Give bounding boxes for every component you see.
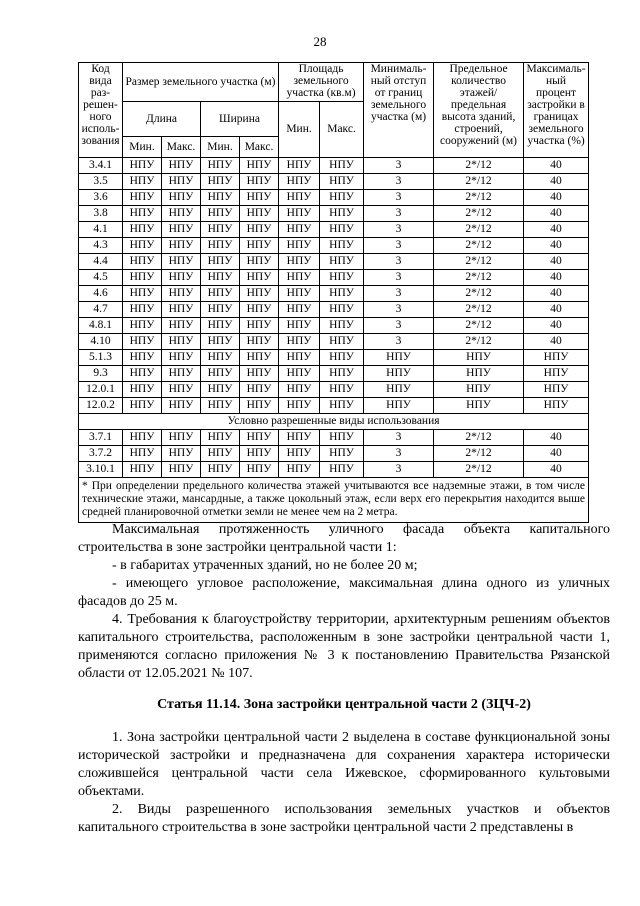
table-cell: НПУ: [320, 158, 364, 174]
table-cell: НПУ: [123, 350, 162, 366]
table-cell: НПУ: [320, 446, 364, 462]
table-cell: НПУ: [123, 430, 162, 446]
table-cell: НПУ: [123, 286, 162, 302]
table-cell: НПУ: [201, 302, 240, 318]
table-cell: НПУ: [201, 222, 240, 238]
table-cell: НПУ: [279, 190, 320, 206]
paragraph-zone-description: 1. Зона застройки центральной части 2 выделена в составе функциональной зоны исторической застройки и предназначена для сохранения характера исторически сложившейся центральной части села Ижевское, сформированного культовыми объектами.: [78, 730, 610, 799]
table-cell: НПУ: [162, 174, 201, 190]
article-text: [78, 729, 610, 837]
table-cell: НПУ: [240, 382, 279, 398]
table-cell: НПУ: [123, 222, 162, 238]
table-cell: НПУ: [201, 286, 240, 302]
table-cell: НПУ: [162, 254, 201, 270]
table-cell: НПУ: [279, 302, 320, 318]
table-cell: НПУ: [240, 286, 279, 302]
table-row: [79, 302, 589, 318]
table-cell: НПУ: [320, 366, 364, 382]
table-cell: 3: [364, 270, 434, 286]
table-row: [79, 318, 589, 334]
table-cell: НПУ: [201, 190, 240, 206]
table-cell: НПУ: [320, 430, 364, 446]
table-cell: 40: [524, 430, 589, 446]
table-cell: НПУ: [162, 430, 201, 446]
table-cell: НПУ: [320, 302, 364, 318]
table-cell: НПУ: [162, 350, 201, 366]
table-cell: НПУ: [123, 318, 162, 334]
table-row: [79, 222, 589, 238]
table-cell: НПУ: [201, 174, 240, 190]
table-cell: НПУ: [320, 222, 364, 238]
table-cell: 12.0.1: [79, 382, 123, 398]
table-cell: 4.6: [79, 286, 123, 302]
table-row: [79, 238, 589, 254]
table-cell: НПУ: [201, 334, 240, 350]
table-cell: НПУ: [162, 334, 201, 350]
table-cell: НПУ: [162, 158, 201, 174]
table-cell: 3: [364, 334, 434, 350]
table-cell: НПУ: [240, 158, 279, 174]
table-cell: НПУ: [162, 190, 201, 206]
table-row: [79, 350, 589, 366]
table-cell: НПУ: [320, 238, 364, 254]
table-cell: НПУ: [201, 366, 240, 382]
table-cell: НПУ: [364, 350, 434, 366]
table-row: [79, 334, 589, 350]
table-cell: НПУ: [279, 350, 320, 366]
header-width-max: Макс.: [240, 137, 279, 158]
table-cell: НПУ: [240, 270, 279, 286]
table-cell: НПУ: [279, 446, 320, 462]
table-cell: НПУ: [201, 350, 240, 366]
table-cell: 40: [524, 462, 589, 478]
table-row: [79, 174, 589, 190]
table-cell: 40: [524, 334, 589, 350]
table-cell: 2*/12: [434, 302, 524, 318]
table-cell: 3: [364, 174, 434, 190]
header-length-max: Макс.: [162, 137, 201, 158]
table-cell: 3: [364, 430, 434, 446]
table-cell: 2*/12: [434, 270, 524, 286]
table-cell: НПУ: [434, 398, 524, 414]
header-size: Размер земельного участка (м): [123, 63, 279, 102]
table-cell: НПУ: [279, 334, 320, 350]
table-cell: НПУ: [320, 398, 364, 414]
table-cell: НПУ: [162, 238, 201, 254]
table-cell: НПУ: [240, 206, 279, 222]
table-cell: 40: [524, 190, 589, 206]
table-row: [79, 398, 589, 414]
conditional-section-label: Условно разрешенные виды использования: [79, 414, 589, 430]
paragraph-requirements: 4. Требования к благоустройству территории, архитектурным решениям объектов капитального строительства, расположенным в зоне застройки центральной части 1, применяются согласно приложения № 3 к постановлению Правительства Рязанской области от 12.05.2021 № 107.: [78, 612, 610, 681]
table-cell: НПУ: [123, 238, 162, 254]
table-cell: НПУ: [201, 398, 240, 414]
table-cell: 3.5: [79, 174, 123, 190]
table-cell: НПУ: [240, 302, 279, 318]
table-cell: 2*/12: [434, 222, 524, 238]
table-cell: 2*/12: [434, 318, 524, 334]
header-floors: Предельное количество этажей/ предельная высота зданий, строений, сооружений (м): [434, 63, 524, 158]
table-cell: НПУ: [279, 430, 320, 446]
table-cell: НПУ: [279, 270, 320, 286]
table-cell: 2*/12: [434, 430, 524, 446]
table-cell: 3.8: [79, 206, 123, 222]
table-cell: 3: [364, 222, 434, 238]
table-cell: НПУ: [279, 222, 320, 238]
table-cell: 3: [364, 286, 434, 302]
table-cell: 3.7.2: [79, 446, 123, 462]
table-cell: НПУ: [123, 190, 162, 206]
header-area-max: Макс.: [320, 102, 364, 158]
bullet-corner: - имеющего угловое расположение, максимальная длина одного из уличных фасадов до 25 м.: [78, 576, 610, 609]
table-cell: 2*/12: [434, 254, 524, 270]
table-cell: НПУ: [123, 206, 162, 222]
table-cell: НПУ: [162, 318, 201, 334]
article-heading: Статья 11.14. Зона застройки центральной части 2 (ЗЦЧ-2): [157, 697, 531, 712]
table-cell: НПУ: [123, 158, 162, 174]
header-length-min: Мин.: [123, 137, 162, 158]
table-cell: 3: [364, 446, 434, 462]
table-cell: 2*/12: [434, 334, 524, 350]
table-cell: НПУ: [434, 366, 524, 382]
table-cell: 2*/12: [434, 190, 524, 206]
table-cell: НПУ: [279, 382, 320, 398]
table-cell: 2*/12: [434, 286, 524, 302]
table-row: [79, 254, 589, 270]
table-cell: 3.6: [79, 190, 123, 206]
table-cell: НПУ: [320, 206, 364, 222]
table-cell: НПУ: [240, 334, 279, 350]
table-cell: НПУ: [279, 462, 320, 478]
header-code: Код вида раз-решен-ного исполь-зования: [79, 63, 123, 158]
table-cell: 9.3: [79, 366, 123, 382]
page-number: 28: [313, 34, 327, 49]
table-cell: НПУ: [320, 254, 364, 270]
table-row: [79, 270, 589, 286]
table-cell: НПУ: [240, 430, 279, 446]
table-cell: НПУ: [162, 382, 201, 398]
table-cell: 3: [364, 238, 434, 254]
table-cell: НПУ: [123, 254, 162, 270]
table-cell: 4.3: [79, 238, 123, 254]
table-cell: НПУ: [123, 174, 162, 190]
table-cell: НПУ: [201, 462, 240, 478]
table-cell: НПУ: [123, 382, 162, 398]
table-cell: 40: [524, 238, 589, 254]
table-cell: 2*/12: [434, 206, 524, 222]
body-text: [78, 521, 610, 683]
table-cell: 40: [524, 254, 589, 270]
table-cell: НПУ: [162, 446, 201, 462]
table-cell: 4.10: [79, 334, 123, 350]
table-cell: НПУ: [162, 286, 201, 302]
table-cell: НПУ: [524, 382, 589, 398]
table-cell: НПУ: [524, 350, 589, 366]
table-cell: НПУ: [240, 190, 279, 206]
table-cell: 40: [524, 270, 589, 286]
table-cell: 40: [524, 446, 589, 462]
table-cell: 3.4.1: [79, 158, 123, 174]
header-width: Ширина: [201, 102, 279, 137]
table-cell: НПУ: [320, 286, 364, 302]
table-cell: 5.1.3: [79, 350, 123, 366]
table-row: [79, 190, 589, 206]
table-cell: НПУ: [201, 446, 240, 462]
table-cell: НПУ: [240, 254, 279, 270]
table-cell: НПУ: [320, 350, 364, 366]
table-cell: НПУ: [162, 222, 201, 238]
table-cell: 3: [364, 190, 434, 206]
table-cell: НПУ: [279, 398, 320, 414]
table-cell: 2*/12: [434, 174, 524, 190]
table-cell: 2*/12: [434, 446, 524, 462]
table-cell: НПУ: [162, 206, 201, 222]
table-cell: НПУ: [201, 382, 240, 398]
table-cell: НПУ: [364, 382, 434, 398]
table-cell: 3: [364, 254, 434, 270]
table-cell: 40: [524, 318, 589, 334]
table-cell: НПУ: [364, 398, 434, 414]
table-row: [79, 462, 589, 478]
table-cell: 3: [364, 158, 434, 174]
table-cell: НПУ: [123, 446, 162, 462]
table-cell: НПУ: [279, 286, 320, 302]
table-row: [79, 446, 589, 462]
table-cell: НПУ: [123, 302, 162, 318]
table-cell: 3: [364, 302, 434, 318]
table-cell: 4.7: [79, 302, 123, 318]
table-cell: НПУ: [123, 334, 162, 350]
table-cell: 40: [524, 174, 589, 190]
header-area: Площадь земельного участка (кв.м): [279, 63, 364, 102]
header-width-min: Мин.: [201, 137, 240, 158]
table-cell: НПУ: [201, 430, 240, 446]
table-row: [79, 382, 589, 398]
table-cell: НПУ: [201, 270, 240, 286]
table-cell: НПУ: [434, 350, 524, 366]
table-cell: 40: [524, 286, 589, 302]
table-cell: НПУ: [320, 318, 364, 334]
table-cell: 2*/12: [434, 462, 524, 478]
table-cell: НПУ: [201, 206, 240, 222]
table-cell: НПУ: [434, 382, 524, 398]
table-cell: НПУ: [240, 238, 279, 254]
table-cell: НПУ: [364, 366, 434, 382]
table-cell: 40: [524, 158, 589, 174]
table-cell: НПУ: [320, 190, 364, 206]
table-cell: НПУ: [279, 366, 320, 382]
table-cell: 3: [364, 318, 434, 334]
table-cell: 3: [364, 462, 434, 478]
table-footnote: * При определении предельного количества этажей учитываются все надземные этажи, в том числе технические этажи, мансардные, а также цокольный этаж, если верх его перекрытия находится выше средней планировочной отметки земли не менее чем на 2 метра.: [79, 478, 589, 523]
table-cell: НПУ: [240, 366, 279, 382]
table-cell: 4.1: [79, 222, 123, 238]
table-cell: НПУ: [201, 254, 240, 270]
table-cell: НПУ: [279, 158, 320, 174]
table-cell: НПУ: [320, 462, 364, 478]
table-cell: 2*/12: [434, 158, 524, 174]
header-coverage: Максималь-ный процент застройки в границах земельного участка (%): [524, 63, 589, 158]
header-area-min: Мин.: [279, 102, 320, 158]
table-cell: НПУ: [524, 366, 589, 382]
header-setback: Минималь-ный отступ от границ земельного участка (м): [364, 63, 434, 158]
table-cell: НПУ: [524, 398, 589, 414]
table-cell: НПУ: [123, 398, 162, 414]
table-cell: НПУ: [162, 302, 201, 318]
table-cell: НПУ: [279, 254, 320, 270]
table-row: [79, 206, 589, 222]
table-cell: НПУ: [240, 446, 279, 462]
table-cell: НПУ: [320, 270, 364, 286]
table-cell: НПУ: [320, 334, 364, 350]
table-cell: НПУ: [123, 366, 162, 382]
table-cell: НПУ: [240, 398, 279, 414]
table-cell: НПУ: [279, 318, 320, 334]
table-cell: НПУ: [240, 462, 279, 478]
table-cell: 4.5: [79, 270, 123, 286]
table-cell: НПУ: [279, 238, 320, 254]
table-cell: НПУ: [201, 318, 240, 334]
table-cell: 3: [364, 206, 434, 222]
table-cell: НПУ: [320, 382, 364, 398]
table-cell: НПУ: [201, 158, 240, 174]
table-row: [79, 158, 589, 174]
table-cell: НПУ: [162, 462, 201, 478]
zoning-parameters-table: [78, 62, 589, 523]
table-cell: 40: [524, 222, 589, 238]
paragraph-facade: Максимальная протяженность уличного фасада объекта капитального строительства в зоне застройки центральной части 1:: [78, 522, 610, 555]
table-row: [79, 366, 589, 382]
table-cell: НПУ: [240, 222, 279, 238]
table-cell: НПУ: [162, 398, 201, 414]
table-cell: НПУ: [279, 174, 320, 190]
table-cell: 40: [524, 302, 589, 318]
table-row: [79, 430, 589, 446]
bullet-lost-buildings: - в габаритах утраченных зданий, но не более 20 м;: [112, 558, 418, 573]
table-row: [79, 286, 589, 302]
table-cell: НПУ: [123, 270, 162, 286]
table-cell: 12.0.2: [79, 398, 123, 414]
table-cell: НПУ: [320, 174, 364, 190]
table-cell: 3.7.1: [79, 430, 123, 446]
table-cell: 3.10.1: [79, 462, 123, 478]
table-cell: 4.8.1: [79, 318, 123, 334]
table-cell: НПУ: [240, 318, 279, 334]
table-cell: НПУ: [201, 238, 240, 254]
table-cell: НПУ: [240, 174, 279, 190]
table-cell: 4.4: [79, 254, 123, 270]
table-cell: НПУ: [162, 270, 201, 286]
table-cell: 2*/12: [434, 238, 524, 254]
table-cell: НПУ: [162, 366, 201, 382]
table-cell: 40: [524, 206, 589, 222]
table-cell: НПУ: [240, 350, 279, 366]
table-cell: НПУ: [123, 462, 162, 478]
table-cell: НПУ: [279, 206, 320, 222]
paragraph-permitted-uses: 2. Виды разрешенного использования земельных участков и объектов капитального строительства в зоне застройки центральной части 2 представлены в: [78, 802, 610, 835]
header-length: Длина: [123, 102, 201, 137]
